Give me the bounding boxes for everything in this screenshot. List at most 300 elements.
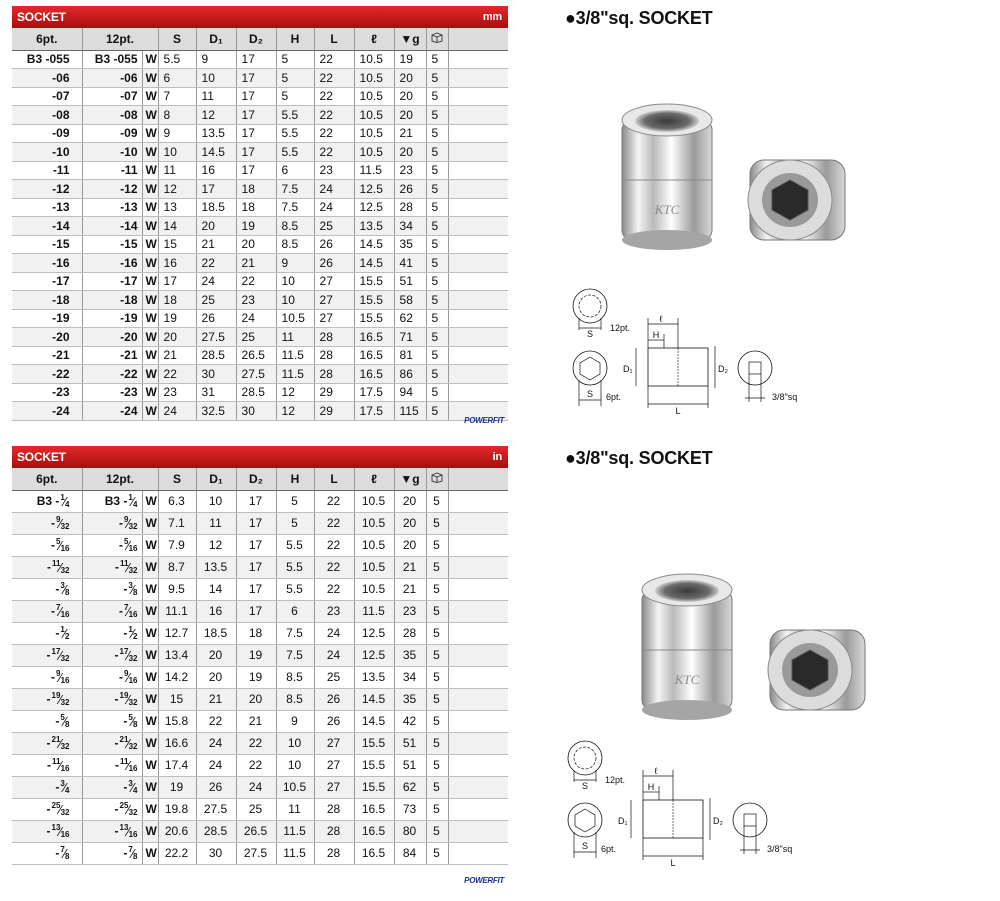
model-suffix: W — [142, 198, 158, 217]
fraction — [55, 626, 69, 641]
value-q: 5 — [426, 556, 448, 578]
value-d2: 17 — [236, 143, 276, 162]
value-d2: 18 — [236, 180, 276, 199]
blank-cell — [448, 798, 508, 820]
fraction-denominator: 16 — [128, 609, 138, 619]
value-h: 5.5 — [276, 534, 314, 556]
model-12pt: -22 — [82, 365, 142, 384]
value-l: 24 — [314, 180, 354, 199]
fraction-denominator: 4 — [133, 499, 138, 509]
model-suffix: W — [142, 512, 158, 534]
fraction-slash: ⁄ — [59, 801, 62, 817]
fraction-slash: ⁄ — [63, 713, 67, 729]
table-row — [12, 820, 508, 842]
dimension-h-label: H — [647, 782, 655, 792]
fraction-slash: ⁄ — [127, 735, 130, 751]
fraction-numerator: 5 — [55, 536, 61, 546]
value-d2: 17 — [236, 512, 276, 534]
value-h: 10.5 — [276, 309, 314, 328]
value-d2: 19 — [236, 666, 276, 688]
fraction-numerator: 1 — [60, 624, 65, 634]
value-h: 12 — [276, 402, 314, 421]
value-l: 27 — [314, 272, 354, 291]
value-d1: 22 — [196, 710, 236, 732]
value-d2: 17 — [236, 50, 276, 69]
drive-size-label: 3/8"sq — [772, 392, 798, 402]
fraction — [119, 516, 138, 531]
blank-cell — [448, 254, 508, 273]
value-g: 21 — [394, 124, 426, 143]
value-q: 5 — [426, 87, 448, 106]
fraction-numerator: 13 — [51, 822, 61, 832]
model-suffix: W — [142, 710, 158, 732]
value-q: 5 — [426, 798, 448, 820]
end-view-6pt — [568, 803, 602, 837]
value-l: 22 — [314, 87, 354, 106]
fraction-numerator: 3 — [60, 580, 65, 590]
fraction-slash: ⁄ — [131, 779, 135, 795]
fraction-denominator: 32 — [60, 807, 70, 817]
fraction-slash: ⁄ — [131, 845, 135, 861]
value-l: 22 — [314, 50, 354, 69]
fraction-numerator: 7 — [128, 844, 133, 854]
socket-12pt-image — [642, 574, 732, 720]
dimension-total-l-label: L — [670, 858, 676, 868]
value-d1: 32.5 — [196, 402, 236, 421]
fraction-numerator: 3 — [128, 580, 133, 590]
value-s: 14.2 — [158, 666, 196, 688]
fraction-numerator: 7 — [55, 602, 61, 612]
fraction-numerator: 5 — [60, 712, 65, 722]
value-s: 9 — [158, 124, 196, 143]
socket-drive-image — [748, 160, 845, 240]
blank-cell — [448, 383, 508, 402]
model-prefix: - — [46, 648, 51, 662]
fraction-numerator: 11 — [51, 756, 61, 766]
value-l: 26 — [314, 688, 354, 710]
value-h: 10 — [276, 754, 314, 776]
model-suffix: W — [142, 50, 158, 69]
value-d1: 10 — [196, 490, 236, 512]
model-suffix: W — [142, 161, 158, 180]
package-icon — [426, 468, 448, 490]
model-suffix: W — [142, 365, 158, 384]
value-h: 8.5 — [276, 217, 314, 236]
blank-cell — [448, 217, 508, 236]
model-6pt — [12, 512, 82, 534]
spec-table — [12, 28, 508, 421]
value-q: 5 — [426, 50, 448, 69]
value-q: 5 — [426, 272, 448, 291]
value-q: 5 — [426, 198, 448, 217]
fraction-denominator: 16 — [60, 763, 70, 773]
value-g: 20 — [394, 143, 426, 162]
value-l: 10.5 — [354, 490, 394, 512]
col-s-header: S — [158, 468, 196, 490]
blank-cell — [448, 50, 508, 69]
blank-cell — [448, 198, 508, 217]
value-d1: 12 — [196, 534, 236, 556]
model-prefix: - — [123, 582, 128, 596]
value-d1: 27.5 — [196, 798, 236, 820]
fraction-slash: ⁄ — [63, 581, 67, 597]
value-d2: 17 — [236, 600, 276, 622]
model-prefix: - — [50, 538, 55, 552]
value-l: 14.5 — [354, 710, 394, 732]
fraction-numerator: 9 — [123, 668, 129, 678]
dimension-d1-label: D₁ — [618, 816, 628, 826]
fraction-denominator: 8 — [65, 851, 70, 861]
value-l: 10.5 — [354, 512, 394, 534]
value-d1: 30 — [196, 365, 236, 384]
value-h: 5.5 — [276, 556, 314, 578]
model-12pt: -14 — [82, 217, 142, 236]
model-12pt — [82, 842, 142, 864]
value-h: 8.5 — [276, 688, 314, 710]
blank-cell — [448, 272, 508, 291]
value-l: 10.5 — [354, 106, 394, 125]
value-s: 8.7 — [158, 556, 196, 578]
value-l: 23 — [314, 600, 354, 622]
dimension-l-label: ℓ — [659, 314, 663, 324]
blank-cell — [448, 710, 508, 732]
value-s: 13 — [158, 198, 196, 217]
fraction-denominator: 32 — [60, 697, 70, 707]
blank-cell — [448, 143, 508, 162]
value-s: 13.4 — [158, 644, 196, 666]
model-suffix: W — [142, 328, 158, 347]
value-h: 6 — [276, 161, 314, 180]
value-q: 5 — [426, 644, 448, 666]
table-row — [12, 842, 508, 864]
fraction-denominator: 32 — [60, 521, 70, 531]
value-l: 10.5 — [354, 124, 394, 143]
value-s: 7 — [158, 87, 196, 106]
blank-cell — [448, 534, 508, 556]
value-l: 23 — [314, 161, 354, 180]
model-suffix: W — [142, 106, 158, 125]
value-q: 5 — [426, 732, 448, 754]
value-q: 5 — [426, 180, 448, 199]
value-d2: 21 — [236, 710, 276, 732]
value-l: 22 — [314, 556, 354, 578]
value-s: 19 — [158, 309, 196, 328]
value-s: 16 — [158, 254, 196, 273]
model-12pt — [82, 644, 142, 666]
fraction-slash: ⁄ — [131, 493, 135, 509]
model-suffix: W — [142, 534, 158, 556]
value-d1: 21 — [196, 688, 236, 710]
model-12pt — [82, 666, 142, 688]
value-l: 14.5 — [354, 254, 394, 273]
model-6pt — [12, 732, 82, 754]
value-l: 25 — [314, 217, 354, 236]
value-d2: 26.5 — [236, 346, 276, 365]
package-icon — [426, 28, 448, 50]
value-h: 11.5 — [276, 820, 314, 842]
value-g: 20 — [394, 87, 426, 106]
model-prefix: - — [118, 538, 123, 552]
value-s: 18 — [158, 291, 196, 310]
dimension-s-label: S — [587, 329, 594, 339]
col-d2-header: D₂ — [236, 468, 276, 490]
value-l: 14.5 — [354, 688, 394, 710]
value-l: 12.5 — [354, 644, 394, 666]
col-ell-header: ℓ — [354, 28, 394, 50]
value-g: 62 — [394, 776, 426, 798]
blank-cell — [448, 842, 508, 864]
fraction-numerator: 1 — [128, 624, 133, 634]
fraction-slash: ⁄ — [59, 735, 62, 751]
model-6pt: -20 — [12, 328, 82, 347]
value-s: 21 — [158, 346, 196, 365]
model-suffix: W — [142, 69, 158, 88]
model-prefix: - — [114, 692, 119, 706]
model-6pt: -12 — [12, 180, 82, 199]
value-d2: 18 — [236, 198, 276, 217]
value-l: 17.5 — [354, 402, 394, 421]
table-row — [12, 87, 508, 106]
value-q: 5 — [426, 534, 448, 556]
value-q: 5 — [426, 578, 448, 600]
model-12pt — [82, 490, 142, 512]
value-q: 5 — [426, 124, 448, 143]
table-row — [12, 710, 508, 732]
model-suffix: W — [142, 776, 158, 798]
blank-cell — [448, 346, 508, 365]
fraction — [123, 626, 137, 641]
fraction — [47, 560, 70, 575]
value-d2: 17 — [236, 161, 276, 180]
fraction — [115, 560, 138, 575]
value-s: 6 — [158, 69, 196, 88]
model-prefix: - — [123, 846, 128, 860]
value-g: 20 — [394, 534, 426, 556]
model-12pt — [82, 776, 142, 798]
model-6pt: -15 — [12, 235, 82, 254]
fraction — [115, 802, 138, 817]
model-12pt: -12 — [82, 180, 142, 199]
value-s: 10 — [158, 143, 196, 162]
value-d1: 22 — [196, 254, 236, 273]
blank-cell — [448, 235, 508, 254]
value-l: 22 — [314, 578, 354, 600]
value-d1: 27.5 — [196, 328, 236, 347]
fraction-numerator: 11 — [119, 756, 129, 766]
dimension-h-label: H — [652, 330, 660, 340]
value-g: 28 — [394, 198, 426, 217]
fraction-denominator: 4 — [65, 785, 70, 795]
value-l: 15.5 — [354, 291, 394, 310]
model-prefix: - — [55, 714, 60, 728]
fraction-slash: ⁄ — [59, 603, 62, 619]
value-l: 16.5 — [354, 328, 394, 347]
model-prefix: - — [46, 692, 51, 706]
value-l: 26 — [314, 254, 354, 273]
model-6pt — [12, 578, 82, 600]
value-l: 16.5 — [354, 798, 394, 820]
value-s: 22 — [158, 365, 196, 384]
fraction-numerator: 21 — [119, 734, 129, 744]
value-g: 35 — [394, 235, 426, 254]
model-6pt: -24 — [12, 402, 82, 421]
value-d2: 26.5 — [236, 820, 276, 842]
value-d1: 26 — [196, 309, 236, 328]
col-l-header: L — [314, 28, 354, 50]
side-view — [648, 348, 708, 386]
value-d2: 19 — [236, 644, 276, 666]
value-l: 10.5 — [354, 534, 394, 556]
blank-cell — [448, 776, 508, 798]
model-6pt: -13 — [12, 198, 82, 217]
fraction-numerator: 19 — [119, 690, 129, 700]
value-d1: 16 — [196, 161, 236, 180]
value-s: 11.1 — [158, 600, 196, 622]
fraction-slash: ⁄ — [63, 625, 67, 641]
table-title: SOCKET — [17, 10, 66, 24]
fraction — [51, 670, 70, 685]
table-row — [12, 490, 508, 512]
value-s: 17 — [158, 272, 196, 291]
value-l: 10.5 — [354, 69, 394, 88]
value-g: 21 — [394, 578, 426, 600]
blank-cell — [448, 328, 508, 347]
fraction-numerator: 9 — [123, 514, 129, 524]
value-d2: 19 — [236, 217, 276, 236]
model-12pt — [82, 688, 142, 710]
value-q: 5 — [426, 688, 448, 710]
value-d2: 18 — [236, 622, 276, 644]
model-prefix: - — [46, 736, 51, 750]
value-d1: 28.5 — [196, 346, 236, 365]
section-title: ●3/8"sq. SOCKET — [565, 448, 713, 468]
model-6pt: -11 — [12, 161, 82, 180]
value-g: 34 — [394, 217, 426, 236]
model-suffix: W — [142, 309, 158, 328]
table-row — [12, 534, 508, 556]
col-d1-header: D₁ — [196, 28, 236, 50]
model-6pt: -17 — [12, 272, 82, 291]
fraction — [55, 780, 69, 795]
fraction-numerator: 11 — [119, 558, 129, 568]
table-row — [12, 143, 508, 162]
powerfit-logo: POWERFIT — [464, 876, 504, 885]
value-l: 13.5 — [354, 666, 394, 688]
value-l: 22 — [314, 124, 354, 143]
value-q: 5 — [426, 842, 448, 864]
model-suffix: W — [142, 688, 158, 710]
model-prefix: - — [46, 758, 51, 772]
model-prefix: - — [50, 670, 55, 684]
value-h: 10 — [276, 272, 314, 291]
value-h: 10 — [276, 732, 314, 754]
fraction-denominator: 16 — [128, 543, 138, 553]
fraction-numerator: 3 — [60, 778, 65, 788]
fraction-denominator: 32 — [60, 653, 70, 663]
model-suffix: W — [142, 490, 158, 512]
side-view — [643, 800, 703, 838]
col-6pt-header: 6pt. — [12, 468, 82, 490]
table-row — [12, 309, 508, 328]
value-g: 42 — [394, 710, 426, 732]
fraction — [119, 604, 138, 619]
model-12pt: -08 — [82, 106, 142, 125]
table-row — [12, 124, 508, 143]
model-12pt: -06 — [82, 69, 142, 88]
drive-size-label: 3/8"sq — [767, 844, 793, 854]
col-h-header: H — [276, 468, 314, 490]
value-s: 9.5 — [158, 578, 196, 600]
blank-cell — [448, 490, 508, 512]
blank-cell — [448, 600, 508, 622]
value-d1: 18.5 — [196, 198, 236, 217]
model-prefix: - — [46, 824, 51, 838]
value-l: 13.5 — [354, 217, 394, 236]
value-l: 22 — [314, 534, 354, 556]
value-h: 5 — [276, 50, 314, 69]
model-6pt — [12, 688, 82, 710]
model-suffix: W — [142, 272, 158, 291]
model-prefix: - — [114, 802, 119, 816]
table-row — [12, 798, 508, 820]
blank-cell — [448, 161, 508, 180]
fraction — [115, 736, 138, 751]
table-row — [12, 688, 508, 710]
model-suffix: W — [142, 383, 158, 402]
table-row — [12, 69, 508, 88]
value-g: 94 — [394, 383, 426, 402]
model-12pt — [82, 534, 142, 556]
value-d1: 13.5 — [196, 556, 236, 578]
value-g: 20 — [394, 106, 426, 125]
value-l: 17.5 — [354, 383, 394, 402]
fraction-slash: ⁄ — [127, 515, 130, 531]
model-suffix: W — [142, 143, 158, 162]
value-h: 11 — [276, 798, 314, 820]
model-prefix: - — [55, 846, 60, 860]
table-row — [12, 272, 508, 291]
fraction-numerator: 3 — [128, 778, 133, 788]
value-d1: 30 — [196, 842, 236, 864]
value-g: 23 — [394, 600, 426, 622]
value-h: 9 — [276, 710, 314, 732]
model-6pt: -22 — [12, 365, 82, 384]
value-s: 20.6 — [158, 820, 196, 842]
model-prefix: - — [55, 780, 60, 794]
value-g: 51 — [394, 272, 426, 291]
value-d1: 24 — [196, 754, 236, 776]
value-s: 19.8 — [158, 798, 196, 820]
socket-table-mm — [12, 6, 508, 425]
model-suffix: W — [142, 622, 158, 644]
fraction — [51, 604, 70, 619]
dimension-d1-label: D₁ — [623, 364, 633, 374]
table-row — [12, 291, 508, 310]
value-g: 26 — [394, 180, 426, 199]
blank-cell — [448, 666, 508, 688]
model-suffix: W — [142, 556, 158, 578]
value-d2: 17 — [236, 69, 276, 88]
value-h: 9 — [276, 254, 314, 273]
table-row — [12, 180, 508, 199]
value-d1: 26 — [196, 776, 236, 798]
value-h: 11.5 — [276, 346, 314, 365]
model-12pt: -18 — [82, 291, 142, 310]
value-l: 24 — [314, 198, 354, 217]
value-l: 15.5 — [354, 309, 394, 328]
table-row — [12, 578, 508, 600]
fraction-slash: ⁄ — [59, 823, 62, 839]
